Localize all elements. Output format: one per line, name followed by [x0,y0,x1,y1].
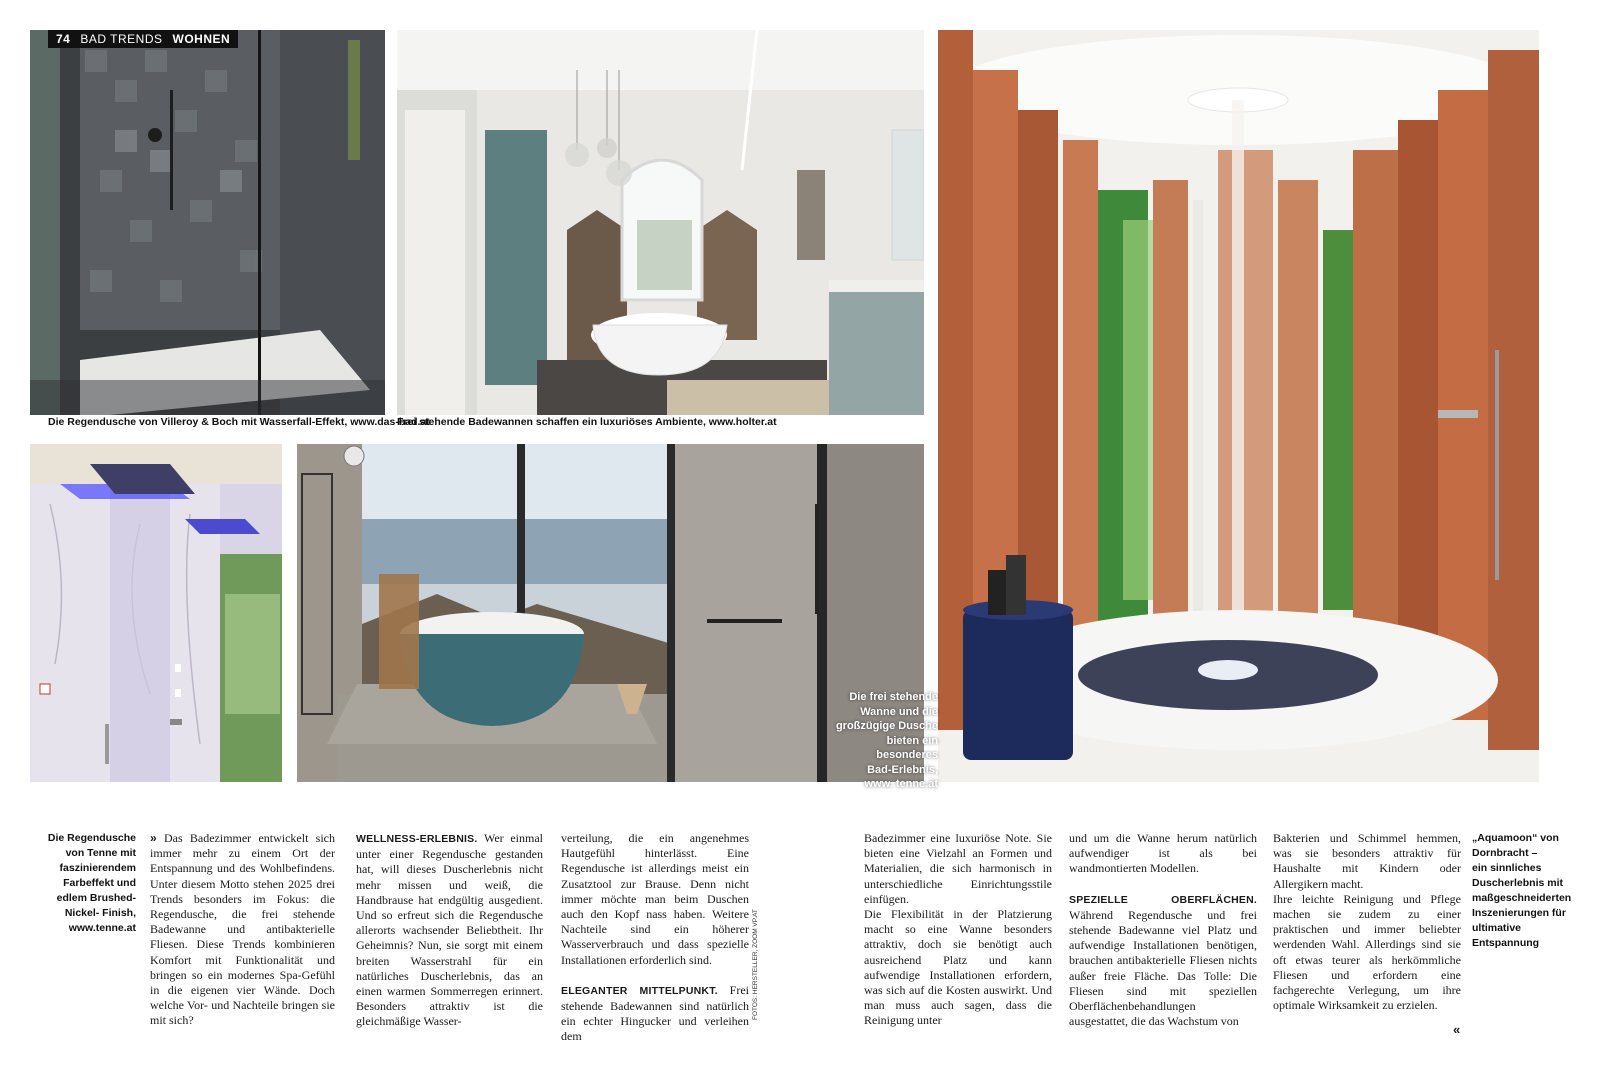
opening-quote-mark: » [150,831,157,845]
photo-credit: FOTOS: HERSTELLER, ZOOM VP.AT [752,909,759,1020]
article-intro: Das Badezimmer entwickelt sich immer mehr zu einem Ort der Entspannung und des Wohlbefindens. Unter diesem Motto stehen 2025 drei Trends besonders im Fokus: die Regendusche, die frei stehende Badewanne und antibakterielle Fliesen. Diese Trends kombinieren Komfort mit Funktionalität und bringen so ein modernes Spa-Gefühl in die eigenen vier Wände. Doch welche Vor- und Nachteile bringen sie mit sich? [150,831,336,1028]
subheading-wellness: WELLNESS-ERLEBNIS. [356,833,478,845]
caption-photo2: Frei stehende Badewannen schaffen ein luxuriöses Ambiente, www.holter.at [397,416,777,428]
article-col-6: Bakterien und Schimmel hemmen, was sie besonders attraktiv für Haushalte mit Kindern oder Allergikern macht. Ihre leichte Reinigung und Pflege machen sie zudem zu einer praktischen und immer beliebter werdenden Wahl. Allerdings sind sie oft etwas teurer als herkömmliche Fliesen und erfordern eine fachgerechte Verlegung, um ihre optimale Wirksamkeit zu erzielen. [1273,831,1461,1013]
subheading-mittelpunkt: ELEGANTER MITTELPUNKT. [561,984,718,997]
closing-quote-mark: « [1453,1022,1461,1037]
article-col-5: und um die Wanne herum natürlich aufwendiger ist als bei wandmontierten Modellen. SPEZIELLE OBERFLÄCHEN. Während Regendusche und frei stehende Badewanne viel Platz und aufwendige Installationen benötigen, brauchen antibakterielle Fliesen nichts außer freie Fläche. Das Tolle: Die Fliesen sind mit speziellen Oberflächenbehandlungen ausgestattet, die das Wachstum von [1069,831,1257,1029]
subheading-oberflaechen: SPEZIELLE OBERFLÄCHEN. [1069,893,1257,906]
photo-freestanding-tub-holter [397,30,924,415]
article-col-2: WELLNESS-ERLEBNIS. Wer einmal unter einer Regendusche gestanden hat, will dieses Duscherlebnis nicht mehr missen und weiß, die Handbrause hat endgültig ausgedient. Und so erfreut sich die Regendusche allerorts wachsender Beliebtheit. Ihr Geheimnis? Nun, sie sorgt mit einem breiten Wasserstrahl für ein natürliches Duscherlebnis, das an einen warmen Sommerregen erinnert. Besonders attraktiv ist die gleichmäßige Wasser- [356,831,543,1029]
photo-aquamoon-dornbracht [938,30,1539,782]
article-col-3: verteilung, die ein angenehmes Hautgefühl hinterlässt. Eine Regendusche ist allerdings meist ein Zusatztool zur Brause. Denn nicht immer möchte man beim Duschen auch den Kopf nass haben. Weitere Nachteile sind ein höherer Wasserverbrauch und dass spezielle Installationen erforderlich sind. ELEGANTER MITTELPUNKT. Frei stehende Badewannen sind natürlich ein echter Hingucker und verleihen dem [561,831,749,1044]
photo-rain-shower-villeroy-boch [30,30,385,415]
caption-photo4: Die frei stehende Wanne und die großzügige Dusche bieten ein besonderes Bad-Erlebnis, www. tenne.at [835,691,938,790]
page-number: 74 [56,32,71,46]
section-title: BAD TRENDS [80,32,163,46]
category-title: WOHNEN [172,32,231,46]
photo-rain-shower-tenne [30,444,282,782]
article-col-4: Badezimmer eine luxuriöse Note. Sie bieten eine Vielzahl an Formen und Materialien, die sich harmonisch in unterschiedliche Einrichtungsstile einfügen. Die Flexibilität in der Platzierung macht so eine Wanne besonders attraktiv, doch sie benötigt auch ausreichend Platz und kann aufwendige Installationen erfordern, was sich auf die Kosten auswirkt. Und man muss auch sagen, dass die Reinigung unter [864,831,1052,1028]
caption-photo1: Die Regendusche von Villeroy & Boch mit Wasserfall-Effekt, www.das-bad.at [48,416,430,428]
page-header [48,30,238,48]
article-col-1 [150,831,335,1029]
side-caption-aquamoon: „Aquamoon“ von Dornbracht – ein sinnliches Duscherlebnis mit maßgeschneiderten Inszenierungen für ultimative Entspannung [1472,832,1572,949]
side-caption-tenne: Die Regendusche von Tenne mit faszinierendem Farbeffekt und edlem Brushed- Nickel- Finish, www.tenne.at [47,832,136,934]
